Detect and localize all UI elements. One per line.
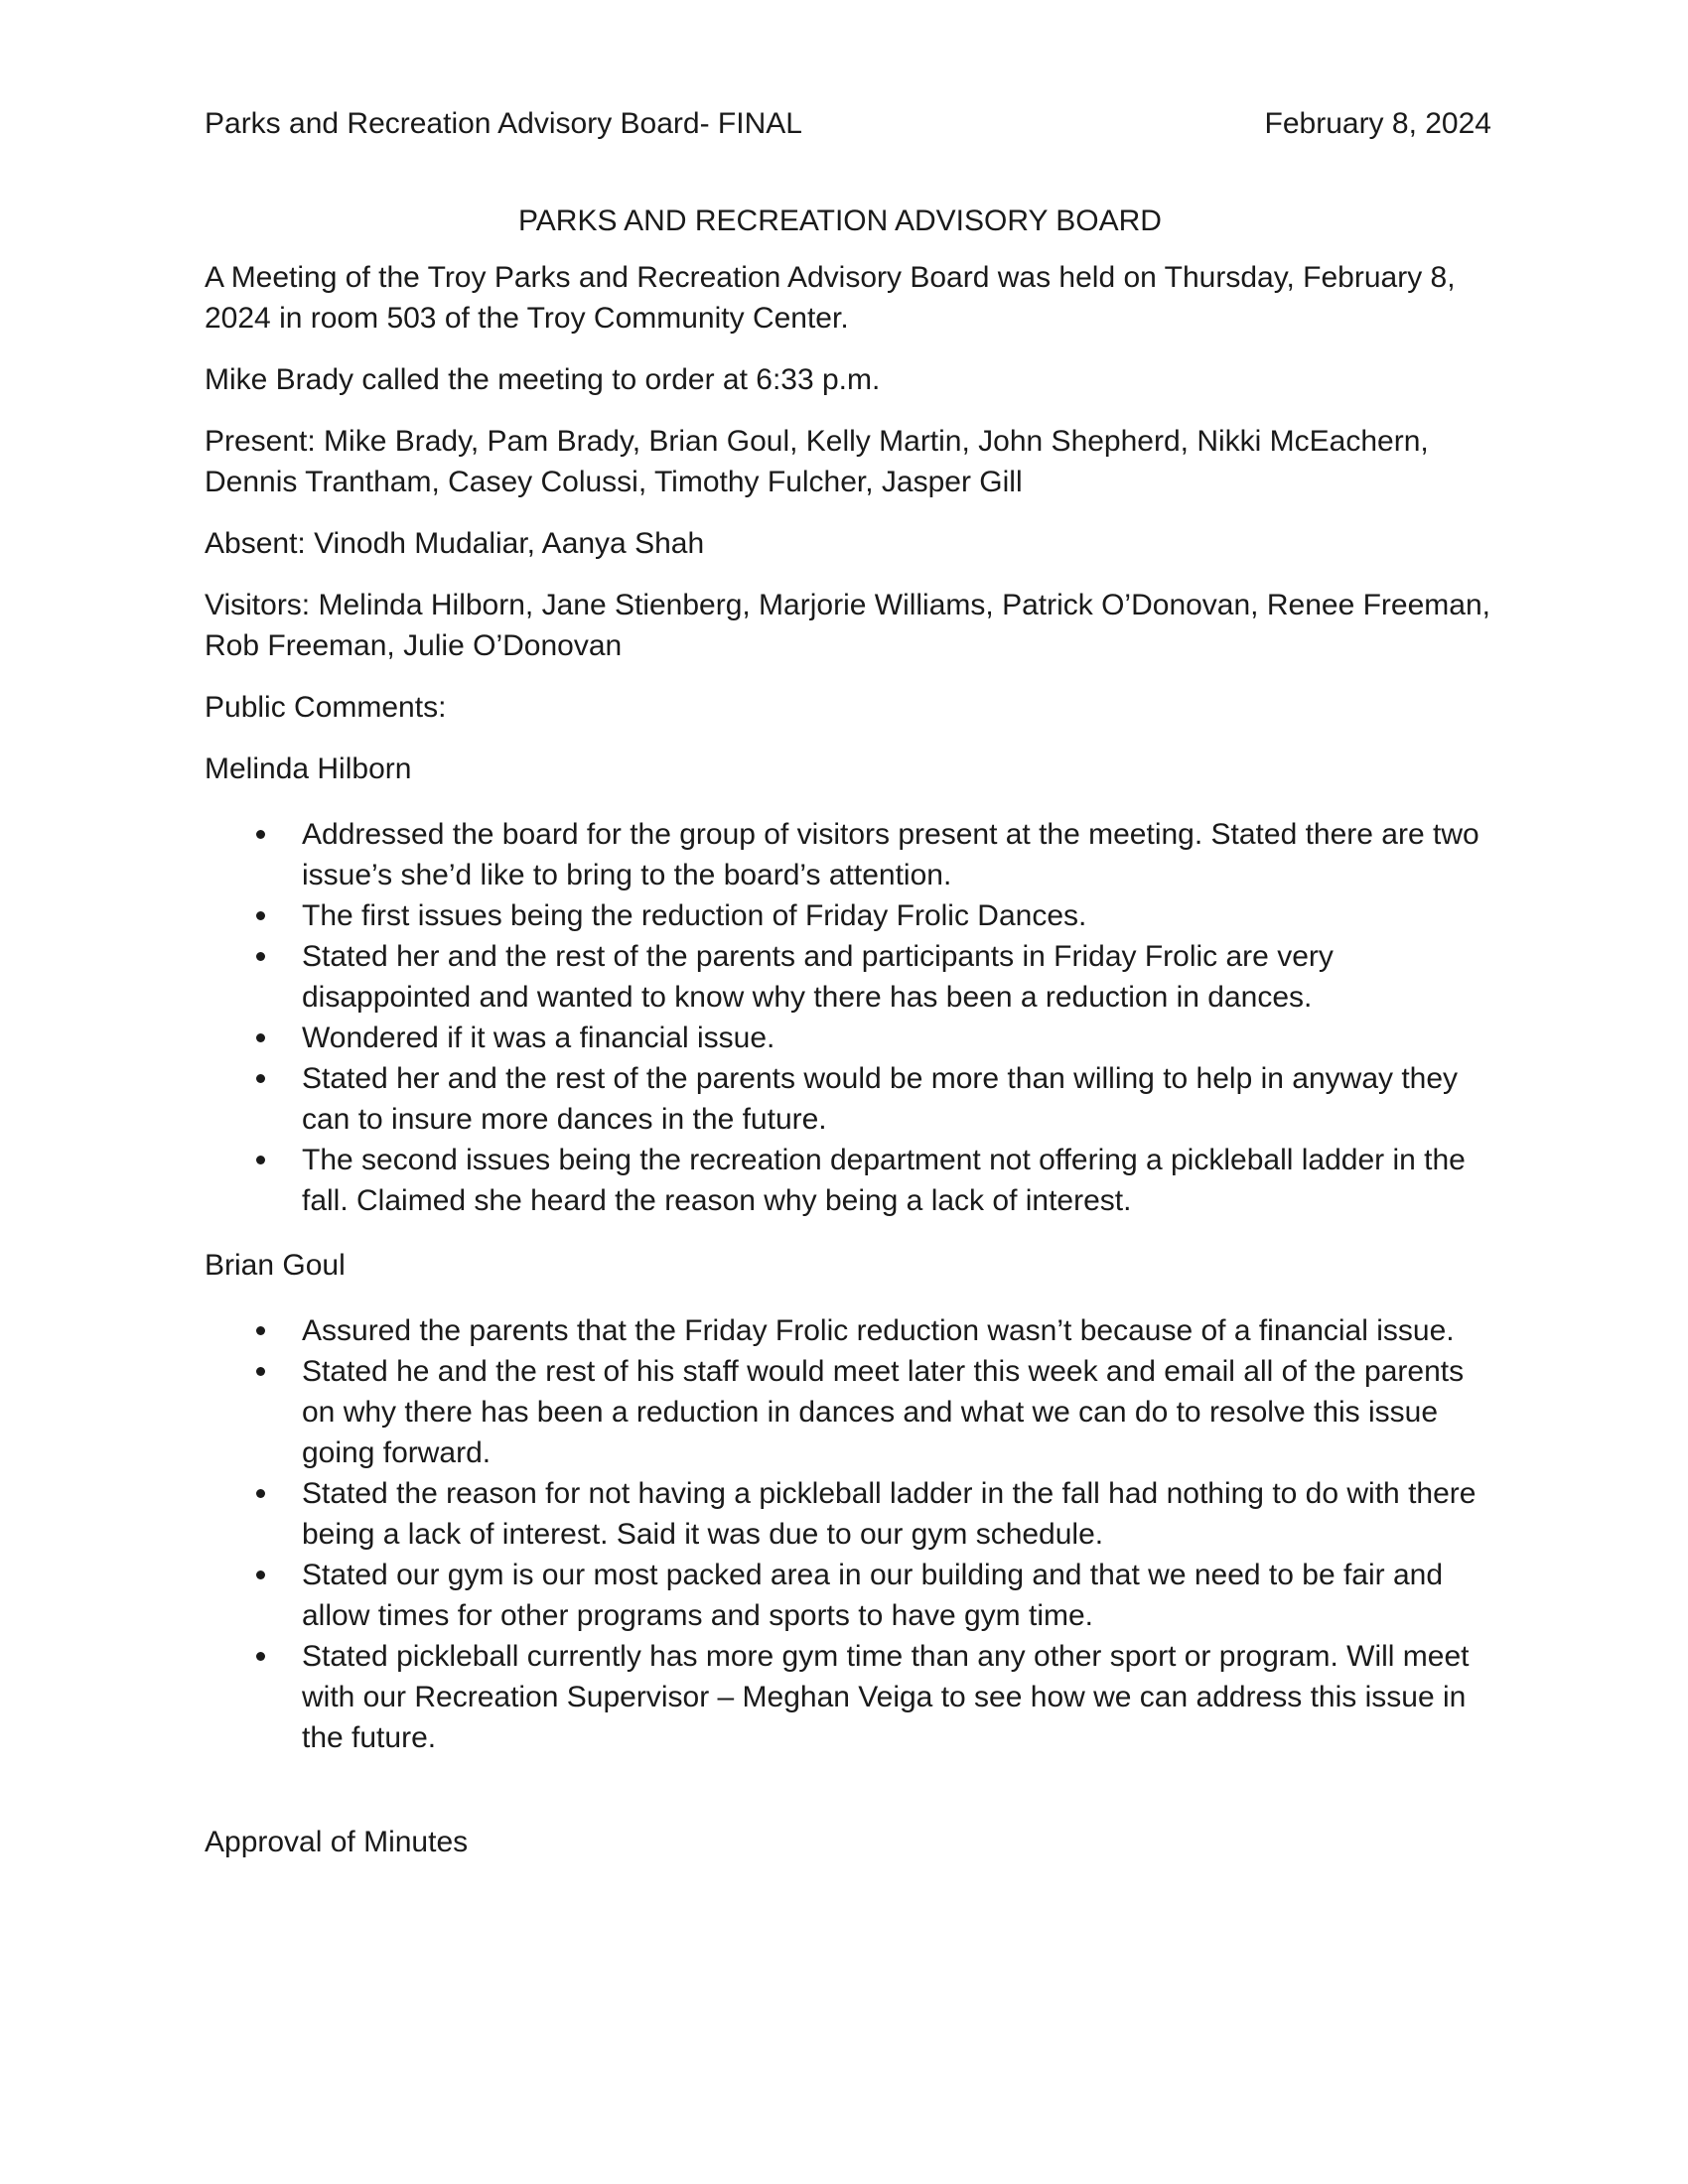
call-to-order: Mike Brady called the meeting to order at 6:33 p.m. xyxy=(205,363,881,396)
bullet-icon xyxy=(256,1033,265,1042)
comment-text: Stated pickleball currently has more gym time than any other sport or program. Will meet with our Recreation Supervisor – Meghan Veiga to see how we can address this issue in the future. xyxy=(302,1640,1470,1754)
bullet-icon xyxy=(256,1652,265,1661)
comment-text: Stated her and the rest of the parents and participants in Friday Frolic are very disappointed and wanted to know why there has been a reduction in dances. xyxy=(302,940,1334,1014)
comment-item xyxy=(205,895,1495,936)
bullet-icon xyxy=(256,1489,265,1498)
comment-item xyxy=(205,1018,1495,1058)
comment-item xyxy=(205,1140,1495,1221)
bullet-icon xyxy=(256,1367,265,1376)
header-date: February 8, 2024 xyxy=(1264,107,1491,140)
speaker-comments-list xyxy=(205,814,1495,1221)
speaker-name: Brian Goul xyxy=(205,1249,346,1282)
visitors-list: Visitors: Melinda Hilborn, Jane Stienberg, Marjorie Williams, Patrick O’Donovan, Renee Freeman, Rob Freeman, Julie O’Donovan xyxy=(205,589,1490,662)
bullet-icon xyxy=(256,830,265,839)
public-comments-heading: Public Comments: xyxy=(205,691,447,724)
absent-list: Absent: Vinodh Mudaliar, Aanya Shah xyxy=(205,527,705,560)
bullet-icon xyxy=(256,1326,265,1335)
document-title: PARKS AND RECREATION ADVISORY BOARD xyxy=(518,205,1162,237)
approval-heading: Approval of Minutes xyxy=(205,1826,469,1858)
bullet-icon xyxy=(256,1570,265,1579)
comment-text: The second issues being the recreation department not offering a pickleball ladder in the fall. Claimed she heard the reason why being a lack of interest. xyxy=(302,1144,1466,1217)
comment-text: Stated the reason for not having a pickleball ladder in the fall had nothing to do with there being a lack of interest. Said it was due to our gym schedule. xyxy=(302,1477,1477,1551)
comment-item xyxy=(205,1310,1495,1351)
comment-text: Stated her and the rest of the parents would be more than willing to help in anyway they can to insure more dances in the future. xyxy=(302,1062,1459,1136)
comment-item xyxy=(205,1058,1495,1140)
intro-paragraph: A Meeting of the Troy Parks and Recreation Advisory Board was held on Thursday, February 8, 2024 in room 503 of the Troy Community Center. xyxy=(205,261,1456,335)
comment-text: Addressed the board for the group of visitors present at the meeting. Stated there are two issue’s she’d like to bring to the board’s attention. xyxy=(302,818,1479,891)
comment-text: Stated he and the rest of his staff would meet later this week and email all of the parents on why there has been a reduction in dances and what we can do to resolve this issue going forward. xyxy=(302,1355,1465,1469)
speaker-comments-list xyxy=(205,1310,1495,1758)
speaker-name: Melinda Hilborn xyxy=(205,752,412,785)
comment-item xyxy=(205,814,1495,895)
header-board-name: Parks and Recreation Advisory Board- FINAL xyxy=(205,107,802,140)
comment-text: The first issues being the reduction of Friday Frolic Dances. xyxy=(302,899,1087,932)
section-spacer xyxy=(205,1782,1495,1822)
bullet-icon xyxy=(256,1156,265,1164)
minutes-body xyxy=(205,201,1495,1883)
comment-item xyxy=(205,1351,1495,1473)
comment-item xyxy=(205,1473,1495,1555)
comment-text: Stated our gym is our most packed area in our building and that we need to be fair and allow times for other programs and sports to have gym time. xyxy=(302,1559,1444,1632)
bullet-icon xyxy=(256,911,265,920)
comment-item xyxy=(205,1636,1495,1758)
bullet-icon xyxy=(256,952,265,961)
comment-item xyxy=(205,936,1495,1018)
comment-text: Wondered if it was a financial issue. xyxy=(302,1022,775,1054)
comment-text: Assured the parents that the Friday Frolic reduction wasn’t because of a financial issue. xyxy=(302,1314,1455,1347)
comment-item xyxy=(205,1555,1495,1636)
present-list: Present: Mike Brady, Pam Brady, Brian Goul, Kelly Martin, John Shepherd, Nikki McEachern, Dennis Trantham, Casey Colussi, Timothy Fulcher, Jasper Gill xyxy=(205,425,1429,498)
bullet-icon xyxy=(256,1074,265,1083)
